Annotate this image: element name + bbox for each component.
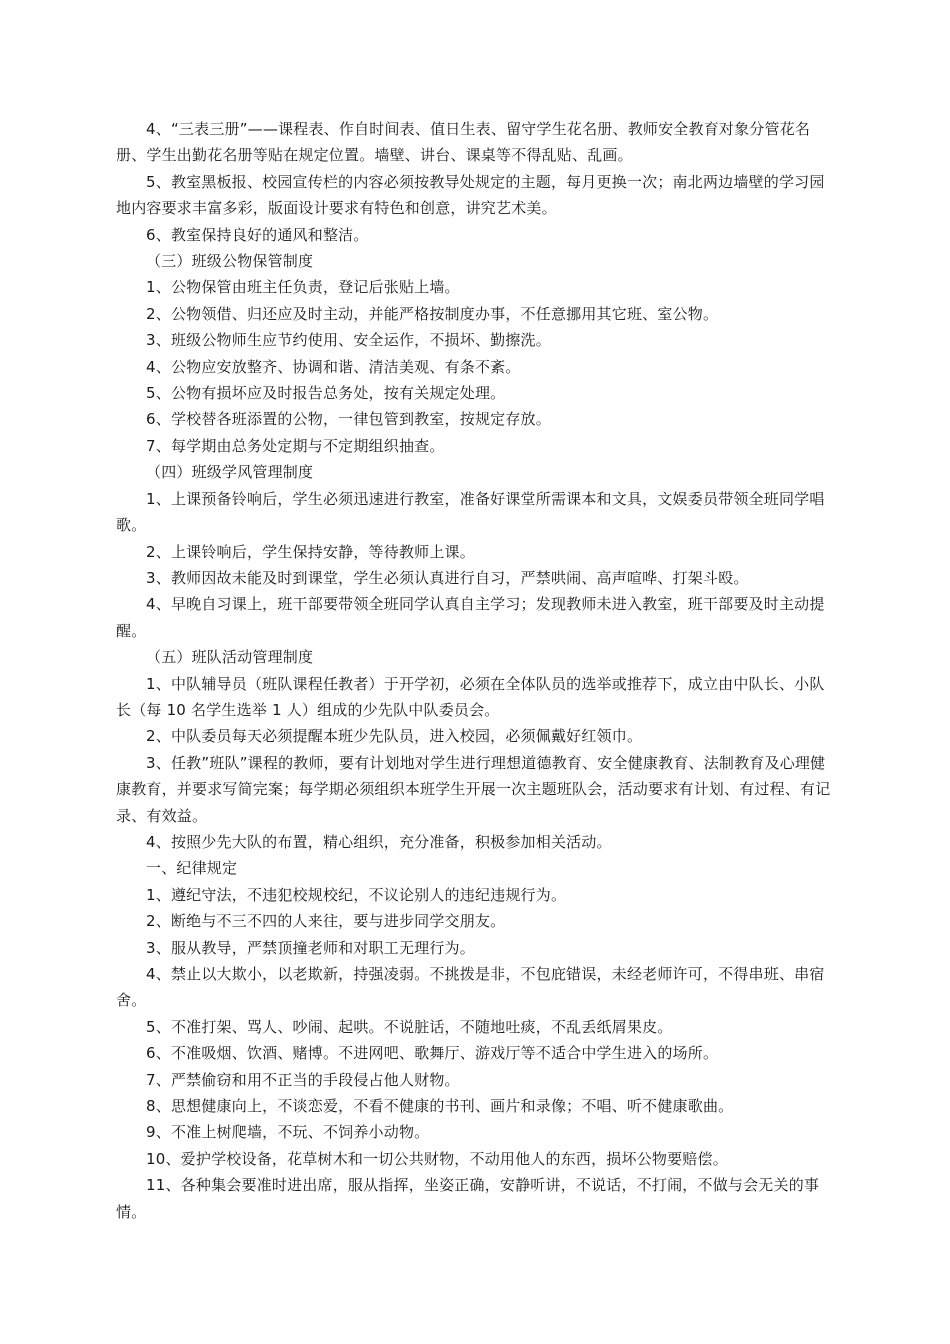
paragraph: 6、教室保持良好的通风和整洁。 [146, 225, 369, 244]
section-heading: （三）班级公物保管制度 [146, 252, 314, 271]
paragraph: 2、断绝与不三不四的人来往，要与进步同学交朋友。 [146, 912, 506, 931]
paragraph: 11、各种集会要准时进出席，服从指挥，坐姿正确，安静听讲，不说话，不打闹，不做与会无关的事情。 [116, 1176, 820, 1221]
paragraph: 4、禁止以大欺小，以老欺新，持强凌弱。不挑拨是非，不包庇错误，未经老师许可，不得串班、串宿舍。 [116, 965, 825, 1010]
paragraph: 5、公物有损坏应及时报告总务处，按有关规定处理。 [146, 384, 506, 403]
paragraph: 6、学校替各班添置的公物，一律包管到教室，按规定存放。 [146, 410, 551, 429]
paragraph: 8、思想健康向上，不谈恋爱，不看不健康的书刊、画片和录像；不唱、听不健康歌曲。 [146, 1097, 734, 1116]
paragraph: 1、遵纪守法，不违犯校规校纪，不议论别人的违纪违规行为。 [146, 885, 567, 904]
paragraph: 3、教师因故未能及时到课堂，学生必须认真进行自习，严禁哄闹、高声喧哗、打架斗殴。 [146, 568, 749, 587]
paragraph: 7、每学期由总务处定期与不定期组织抽查。 [146, 436, 445, 455]
paragraph: 7、严禁偷窃和用不正当的手段侵占他人财物。 [146, 1070, 460, 1089]
paragraph: 3、任教”班队”课程的教师，要有计划地对学生进行理想道德教育、安全健康教育、法制教育及心理健康教育，并要求写简完案；每学期必须组织本班学生开展一次主题班队会，活动要求有计划、有过程、有记录、有效益。 [116, 753, 831, 825]
paragraph: 4、早晚自习课上，班干部要带领全班同学认真自主学习；发现教师未进入教室，班干部要及时主动提醒。 [116, 595, 825, 640]
paragraph: 1、中队辅导员（班队课程任教者）于开学初，必须在全体队员的选举或推荐下，成立由中队长、小队长（每 10 名学生选举 1 人）组成的少先队中队委员会。 [116, 674, 825, 719]
paragraph: 1、公物保管由班主任负责，登记后张贴上墙。 [146, 278, 460, 297]
paragraph: 5、教室黑板报、校园宣传栏的内容必须按教导处规定的主题，每月更换一次；南北两边墙壁的学习园地内容要求丰富多彩，版面设计要求有特色和创意，讲究艺术美。 [116, 172, 825, 218]
paragraph: 5、不准打架、骂人、吵闹、起哄。不说脏话，不随地吐痰，不乱丢纸屑果皮。 [146, 1017, 673, 1036]
paragraph: 4、“三表三册”——课程表、作自时间表、值日生表、留守学生花名册、教师安全教育对象分管花名册、学生出勤花名册等贴在规定位置。墙壁、讲台、课桌等不得乱贴、乱画。 [116, 120, 811, 165]
document-body [116, 116, 836, 1225]
paragraph: 10、爱护学校设备，花草树木和一切公共财物，不动用他人的东西，损坏公物要赔偿。 [146, 1149, 728, 1168]
paragraph: 6、不准吸烟、饮酒、赌博。不进网吧、歌舞厅、游戏厅等不适合中学生进入的场所。 [146, 1044, 719, 1063]
paragraph: 1、上课预备铃响后，学生必须迅速进行教室，准备好课堂所需课本和文具，文娱委员带领全班同学唱歌。 [116, 489, 825, 535]
paragraph: 4、公物应安放整齐、协调和谐、清洁美观、有条不紊。 [146, 357, 521, 376]
section-heading: 一、纪律规定 [146, 859, 238, 878]
section-heading: （四）班级学风管理制度 [146, 463, 314, 482]
section-heading: （五）班队活动管理制度 [146, 648, 314, 667]
paragraph: 2、公物领借、归还应及时主动，并能严格按制度办事，不任意挪用其它班、室公物。 [146, 304, 719, 323]
paragraph: 3、班级公物师生应节约使用、安全运作，不损坏、勤擦洗。 [146, 331, 551, 350]
paragraph: 4、按照少先大队的布置，精心组织，充分准备，积极参加相关活动。 [146, 832, 612, 851]
paragraph: 2、上课铃响后，学生保持安静，等待教师上课。 [146, 542, 475, 561]
paragraph: 2、中队委员每天必须提醒本班少先队员，进入校园，必须佩戴好红领巾。 [146, 727, 643, 746]
paragraph: 9、不准上树爬墙，不玩、不饲养小动物。 [146, 1123, 430, 1142]
paragraph: 3、服从教导，严禁顶撞老师和对职工无理行为。 [146, 938, 475, 957]
